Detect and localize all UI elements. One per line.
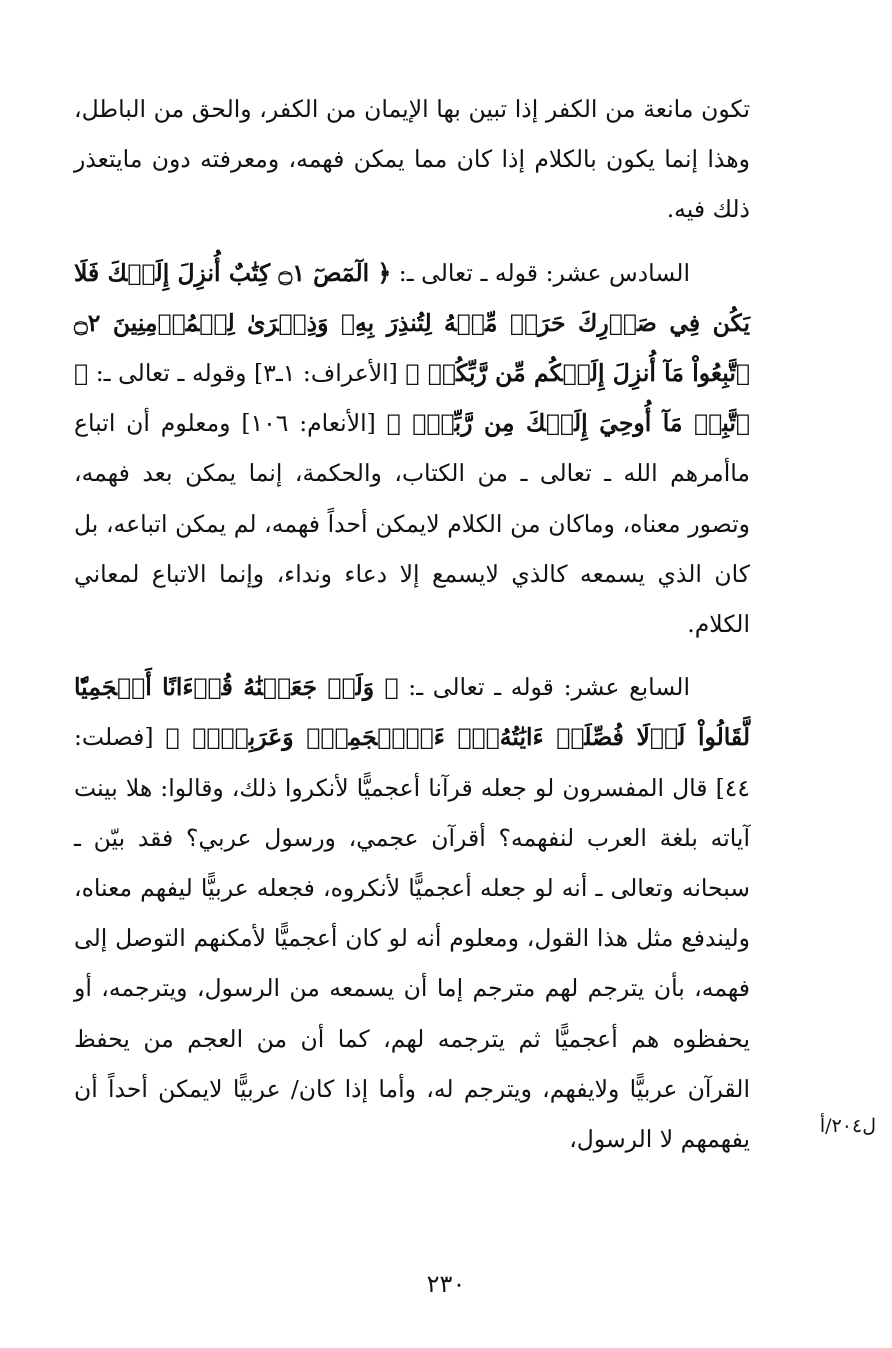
paragraph-text: السادس عشر: قوله ـ تعالى ـ: (391, 258, 690, 287)
paragraph-text: [الأنعام: ١٠٦] ومعلوم أن اتباع ماأمرهم الله ـ تعالى ـ من الكتاب، والحكمة، إنما يمكن بعد فهمه، وتصور معناه، وماكان من الكلام لايمكن أحداً فهمه، لم يمكن اتباعه، بل كان الذي يسمعه كالذي لايسمع إلا دعاء ونداء، وإنما الاتباع لمعاني الكلام. (74, 409, 750, 639)
quran-verse: ﴿ ٱتَّبِعۡ مَآ أُوحِيَ إِلَيۡكَ مِن رَّبِّكَۖ ﴾ (74, 359, 750, 438)
paragraph-text: [فصلت: ٤٤] قال المفسرون لو جعله قرآنا أعجميًّا لأنكروا ذلك، وقالوا: هلا بينت آياته بلغة العرب لنفهمه؟ أقرآن عجمي، ورسول عربي؟ فقد بيّن ـ سبحانه وتعالى ـ أنه لو جعله أعجميًّا لأنكروه، فجعله عربيًّا ليفهم معناه، وليندفع مثل هذا القول، ومعلوم أنه لو كان أعجميًّا لأمكنهم التوصل إلى فهمه، بأن يترجم لهم مترجم إما أن يسمعه من الرسول، ويترجمه، أو يحفظوه هم أعجميًّا ثم يترجمه لهم، كما أن من العجم من يحفظ القرآن عربيًّا ولايفهم، ويترجم له، وأما إذا كان/ عربيًّا لايمكن أحداً أن يفهمهم لا الرسول، (74, 723, 750, 1154)
quran-verse: ﴿ الٓمٓصٓ ۝١ كِتَٰبٌ أُنزِلَ إِلَيۡكَ فَلَا يَكُن فِي صَدۡرِكَ حَرَجٞ مِّنۡهُ لِتُنذِرَ بِهِۦ وَذِكۡرَىٰ لِلۡمُؤۡمِنِينَ ۝٢ ٱتَّبِعُواْ مَآ أُنزِلَ إِلَيۡكُم مِّن رَّبِّكُمۡ ﴾ (74, 258, 750, 388)
paragraph (74, 248, 750, 650)
quran-verse: ﴿ وَلَوۡ جَعَلۡنَٰهُ قُرۡءَانًا أَعۡجَمِيّٗا لَّقَالُواْ لَوۡلَا فُصِّلَتۡ ءَايَٰتُهُۥٓۖ ءَا۬عۡجَمِيّٞ وَعَرَبِيّٞۗ ﴾ (74, 673, 750, 752)
page-number: ٢٣٠ (426, 1270, 466, 1298)
paragraph-text: السابع عشر: قوله ـ تعالى ـ: (398, 673, 690, 702)
main-text (74, 84, 750, 1177)
manuscript-folio-note: ل٢٠٤/أ (819, 1115, 876, 1137)
paragraph (74, 662, 750, 1164)
paragraph (74, 84, 750, 235)
paragraph-text: تكون مانعة من الكفر إذا تبين بها الإيمان من الكفر، والحق من الباطل، وهذا إنما يكون بالكلام إذا كان مما يمكن فهمه، ومعرفته دون مايتعذر ذلك فيه. (74, 95, 750, 224)
paragraph-text: [الأعراف: ١ـ٣] وقوله ـ تعالى ـ: (88, 359, 406, 388)
